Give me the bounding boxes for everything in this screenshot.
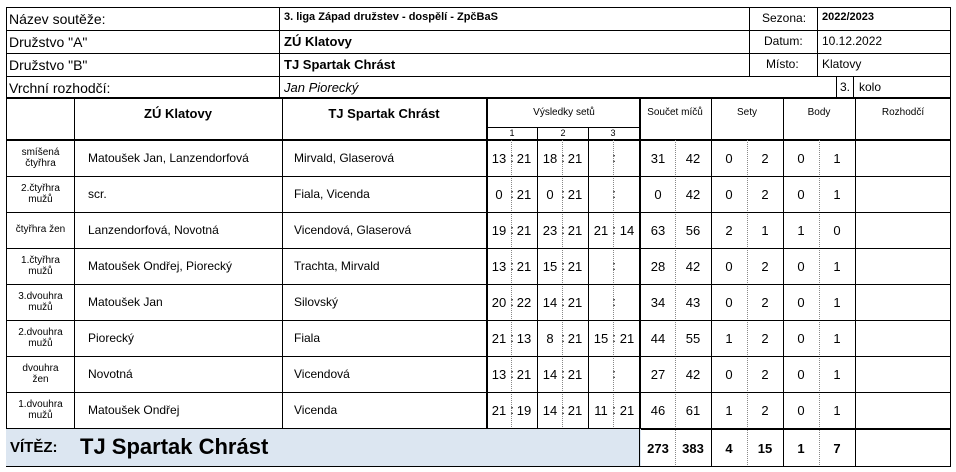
discipline-line: mužů	[28, 194, 53, 205]
player-b: Fiala, Vicenda	[294, 187, 370, 201]
score-separator: :	[612, 150, 616, 165]
score-separator: :	[561, 402, 565, 417]
grid-line	[639, 98, 641, 467]
discipline-line: 3.dvouhra	[18, 290, 63, 302]
score-s1b: 22	[516, 295, 532, 310]
row-line	[6, 176, 951, 177]
score-pts-a: 0	[797, 187, 805, 202]
score-sets-b: 2	[761, 331, 769, 346]
score-s2a: 8	[546, 331, 554, 346]
score-sets-a: 0	[725, 259, 733, 274]
score-separator: :	[561, 186, 565, 201]
place-value: Klatovy	[822, 57, 862, 71]
competition-label: Název soutěže:	[9, 11, 106, 27]
total-pts-b: 7	[833, 441, 841, 456]
player-a: Piorecký	[88, 331, 135, 345]
score-sets-b: 2	[761, 151, 769, 166]
score-sets-a: 2	[725, 223, 733, 238]
set-number-1: 1	[509, 128, 515, 138]
grid-line	[486, 98, 488, 429]
dotted-divider	[747, 140, 748, 467]
col-referee: Rozhodčí	[881, 107, 925, 118]
score-s1b: 21	[516, 259, 532, 274]
header-divider	[853, 76, 854, 98]
score-sum-a: 46	[650, 403, 666, 418]
row-line	[6, 392, 951, 393]
score-pts-a: 0	[797, 259, 805, 274]
team-b-value: TJ Spartak Chrást	[284, 57, 396, 72]
player-a: Matoušek Jan, Lanzendorfová	[88, 151, 249, 165]
score-sum-b: 42	[685, 187, 701, 202]
season-label: Sezona:	[762, 11, 807, 25]
grid-line	[282, 98, 283, 429]
discipline-label	[7, 212, 74, 248]
score-s1a: 19	[491, 223, 507, 238]
player-b: Fiala	[294, 331, 321, 345]
score-separator: :	[510, 294, 514, 309]
grid-line	[855, 98, 856, 467]
score-s1a: 13	[491, 367, 507, 382]
score-s3a: 21	[593, 223, 609, 238]
table-border-bottom	[6, 466, 951, 467]
player-a: Lanzendorfová, Novotná	[88, 223, 219, 237]
score-separator: :	[510, 366, 514, 381]
grid-line	[783, 98, 784, 467]
score-separator: :	[612, 402, 616, 417]
player-b: Vicenda	[294, 403, 338, 417]
score-s1a: 21	[491, 331, 507, 346]
score-s1a: 21	[491, 403, 507, 418]
discipline-line: čtyřhra	[25, 158, 56, 169]
discipline-line: 1.dvouhra	[18, 398, 63, 410]
grid-line	[588, 127, 589, 429]
player-b: Mirvald, Glaserová	[294, 151, 395, 165]
grid-line	[639, 429, 640, 467]
score-s2b: 21	[567, 151, 583, 166]
team-a-label: Družstvo "A"	[9, 34, 88, 50]
score-s2b: 21	[567, 295, 583, 310]
score-pts-b: 1	[833, 295, 841, 310]
score-sum-b: 42	[685, 259, 701, 274]
col-sets: Sety	[736, 107, 758, 118]
header-line	[6, 30, 950, 31]
discipline-label	[7, 248, 74, 284]
player-a: Matoušek Jan	[88, 295, 163, 309]
score-sets-a: 1	[725, 331, 733, 346]
date-value: 10.12.2022	[822, 34, 883, 48]
score-s2b: 21	[567, 223, 583, 238]
score-separator: :	[612, 366, 616, 381]
score-separator: :	[561, 150, 565, 165]
total-pts-a: 1	[797, 441, 805, 456]
score-s2b: 21	[567, 259, 583, 274]
winner-value: TJ Spartak Chrást	[80, 434, 269, 459]
total-sets-a: 4	[725, 441, 733, 456]
player-b: Vicendová, Glaserová	[294, 223, 412, 237]
score-s1b: 19	[516, 403, 532, 418]
score-separator: :	[510, 186, 514, 201]
discipline-line: mužů	[28, 410, 53, 421]
discipline-line: 2.čtyřhra	[21, 182, 60, 194]
round-number: 3.	[840, 80, 851, 94]
table-border-top	[6, 97, 951, 99]
score-sets-b: 2	[761, 259, 769, 274]
header-divider	[817, 7, 818, 76]
score-sum-a: 34	[650, 295, 666, 310]
score-sets-b: 2	[761, 403, 769, 418]
score-sum-b: 42	[685, 151, 701, 166]
score-sets-a: 1	[725, 403, 733, 418]
row-line	[6, 356, 951, 357]
score-s1b: 21	[516, 187, 532, 202]
score-pts-b: 0	[833, 223, 841, 238]
score-s3a: 15	[593, 331, 609, 346]
score-s2a: 14	[542, 367, 558, 382]
score-separator: :	[612, 294, 616, 309]
score-s2a: 14	[542, 403, 558, 418]
discipline-label	[7, 392, 74, 428]
header-divider	[749, 7, 750, 76]
score-sets-a: 0	[725, 367, 733, 382]
table-header-bottom	[6, 139, 951, 141]
score-separator: :	[561, 222, 565, 237]
row-line	[6, 212, 951, 213]
date-label: Datum:	[764, 34, 803, 48]
score-separator: :	[612, 330, 616, 345]
score-separator: :	[510, 222, 514, 237]
grid-line	[74, 98, 75, 429]
referee-value: Jan Piorecký	[284, 80, 359, 95]
score-separator: :	[561, 258, 565, 273]
discipline-label	[7, 284, 74, 320]
dotted-divider	[819, 140, 820, 467]
score-pts-b: 1	[833, 403, 841, 418]
score-pts-a: 0	[797, 367, 805, 382]
discipline-line: čtyřhra žen	[15, 224, 66, 236]
score-sum-b: 61	[685, 403, 701, 418]
score-s1b: 21	[516, 367, 532, 382]
col-points-sum: Součet míčů	[647, 107, 703, 118]
team-b-label: Družstvo "B"	[9, 57, 88, 73]
score-pts-a: 0	[797, 151, 805, 166]
score-sum-a: 28	[650, 259, 666, 274]
grid-line	[711, 98, 712, 467]
score-sum-a: 27	[650, 367, 666, 382]
header-line	[6, 53, 950, 54]
score-pts-b: 1	[833, 259, 841, 274]
score-separator: :	[612, 186, 616, 201]
player-b: Vicendová	[294, 367, 350, 381]
row-line	[6, 248, 951, 249]
score-s1b: 21	[516, 223, 532, 238]
score-pts-b: 1	[833, 187, 841, 202]
score-separator: :	[561, 294, 565, 309]
team-a-value: ZÚ Klatovy	[284, 34, 352, 49]
score-s3a: 11	[594, 403, 608, 418]
dotted-divider	[675, 140, 676, 467]
score-s2b: 21	[567, 331, 583, 346]
discipline-line: mužů	[28, 266, 53, 277]
score-sum-b: 42	[685, 367, 701, 382]
discipline-label	[7, 140, 74, 176]
score-s2a: 18	[542, 151, 558, 166]
referee-label: Vrchní rozhodčí:	[9, 80, 111, 96]
score-separator: :	[510, 150, 514, 165]
col-sets-results: Výsledky setů	[533, 107, 595, 118]
score-sets-b: 2	[761, 367, 769, 382]
row-line	[6, 284, 951, 285]
header-divider	[836, 76, 837, 98]
col-team-b: TJ Spartak Chrást	[328, 106, 440, 121]
total-sets-b: 15	[757, 441, 773, 456]
score-sets-a: 0	[725, 187, 733, 202]
outer-border-right	[950, 7, 951, 467]
player-a: Novotná	[88, 367, 133, 381]
score-s1a: 0	[495, 187, 503, 202]
discipline-line: žen	[32, 374, 49, 385]
score-pts-b: 1	[833, 331, 841, 346]
score-separator: :	[612, 258, 616, 273]
score-separator: :	[561, 330, 565, 345]
score-sum-b: 55	[685, 331, 701, 346]
discipline-line: mužů	[28, 302, 53, 313]
header-border-top	[6, 7, 950, 8]
total-sum-b: 383	[682, 441, 704, 456]
score-pts-a: 0	[797, 331, 805, 346]
score-separator: :	[561, 366, 565, 381]
score-s2a: 14	[542, 295, 558, 310]
score-s3b: 21	[619, 403, 635, 418]
season-value: 2022/2023	[822, 11, 874, 23]
grid-line	[537, 127, 538, 429]
discipline-label	[7, 356, 74, 392]
col-team-a: ZÚ Klatovy	[144, 106, 212, 121]
score-sets-a: 0	[725, 151, 733, 166]
discipline-label	[7, 320, 74, 356]
score-s2a: 23	[542, 223, 558, 238]
score-sum-a: 31	[650, 151, 666, 166]
col-points: Body	[807, 107, 831, 118]
score-sets-a: 0	[725, 295, 733, 310]
player-a: scr.	[88, 187, 107, 201]
header-divider	[279, 7, 280, 98]
discipline-line: smíšená	[21, 146, 60, 158]
score-s2b: 21	[567, 187, 583, 202]
score-sets-b: 2	[761, 187, 769, 202]
set-number-2: 2	[560, 128, 566, 138]
score-s2a: 0	[546, 187, 554, 202]
score-sets-b: 1	[761, 223, 769, 238]
score-sum-a: 44	[650, 331, 666, 346]
round-label: kolo	[859, 80, 882, 94]
winner-label: VÍTĚZ:	[10, 439, 58, 456]
score-pts-a: 0	[797, 403, 805, 418]
score-s2b: 21	[567, 367, 583, 382]
score-separator: :	[510, 258, 514, 273]
row-line	[6, 320, 951, 321]
discipline-line: 2.dvouhra	[18, 326, 63, 338]
set-number-3: 3	[610, 128, 616, 138]
score-sets-b: 2	[761, 295, 769, 310]
score-pts-a: 1	[797, 223, 805, 238]
score-sum-b: 43	[685, 295, 701, 310]
score-s3b: 14	[619, 223, 635, 238]
competition-value: 3. liga Západ družstev - dospělí - ZpčBaS	[284, 11, 498, 23]
score-s2b: 21	[567, 403, 583, 418]
score-s1a: 13	[491, 151, 507, 166]
score-s2a: 15	[542, 259, 558, 274]
score-s1a: 13	[491, 259, 507, 274]
score-pts-b: 1	[833, 367, 841, 382]
discipline-line: dvouhra	[22, 362, 59, 374]
score-separator: :	[612, 222, 616, 237]
score-sum-b: 56	[685, 223, 701, 238]
discipline-label	[7, 176, 74, 212]
player-a: Matoušek Ondřej	[88, 403, 180, 417]
player-b: Trachta, Mirvald	[294, 259, 380, 273]
score-separator: :	[510, 402, 514, 417]
header-line	[6, 76, 950, 77]
total-sum-a: 273	[647, 441, 669, 456]
score-separator: :	[510, 330, 514, 345]
discipline-line: mužů	[28, 338, 53, 349]
score-s1b: 13	[516, 331, 532, 346]
place-label: Místo:	[766, 57, 799, 71]
discipline-line: 1.čtyřhra	[21, 254, 60, 266]
score-s3b: 21	[619, 331, 635, 346]
player-a: Matoušek Ondřej, Piorecký	[88, 259, 233, 273]
score-pts-b: 1	[833, 151, 841, 166]
player-b: Silovský	[294, 295, 339, 309]
score-s1a: 20	[491, 295, 507, 310]
score-sum-a: 0	[654, 187, 662, 202]
score-pts-a: 0	[797, 295, 805, 310]
score-s1b: 21	[516, 151, 532, 166]
score-sum-a: 63	[650, 223, 666, 238]
